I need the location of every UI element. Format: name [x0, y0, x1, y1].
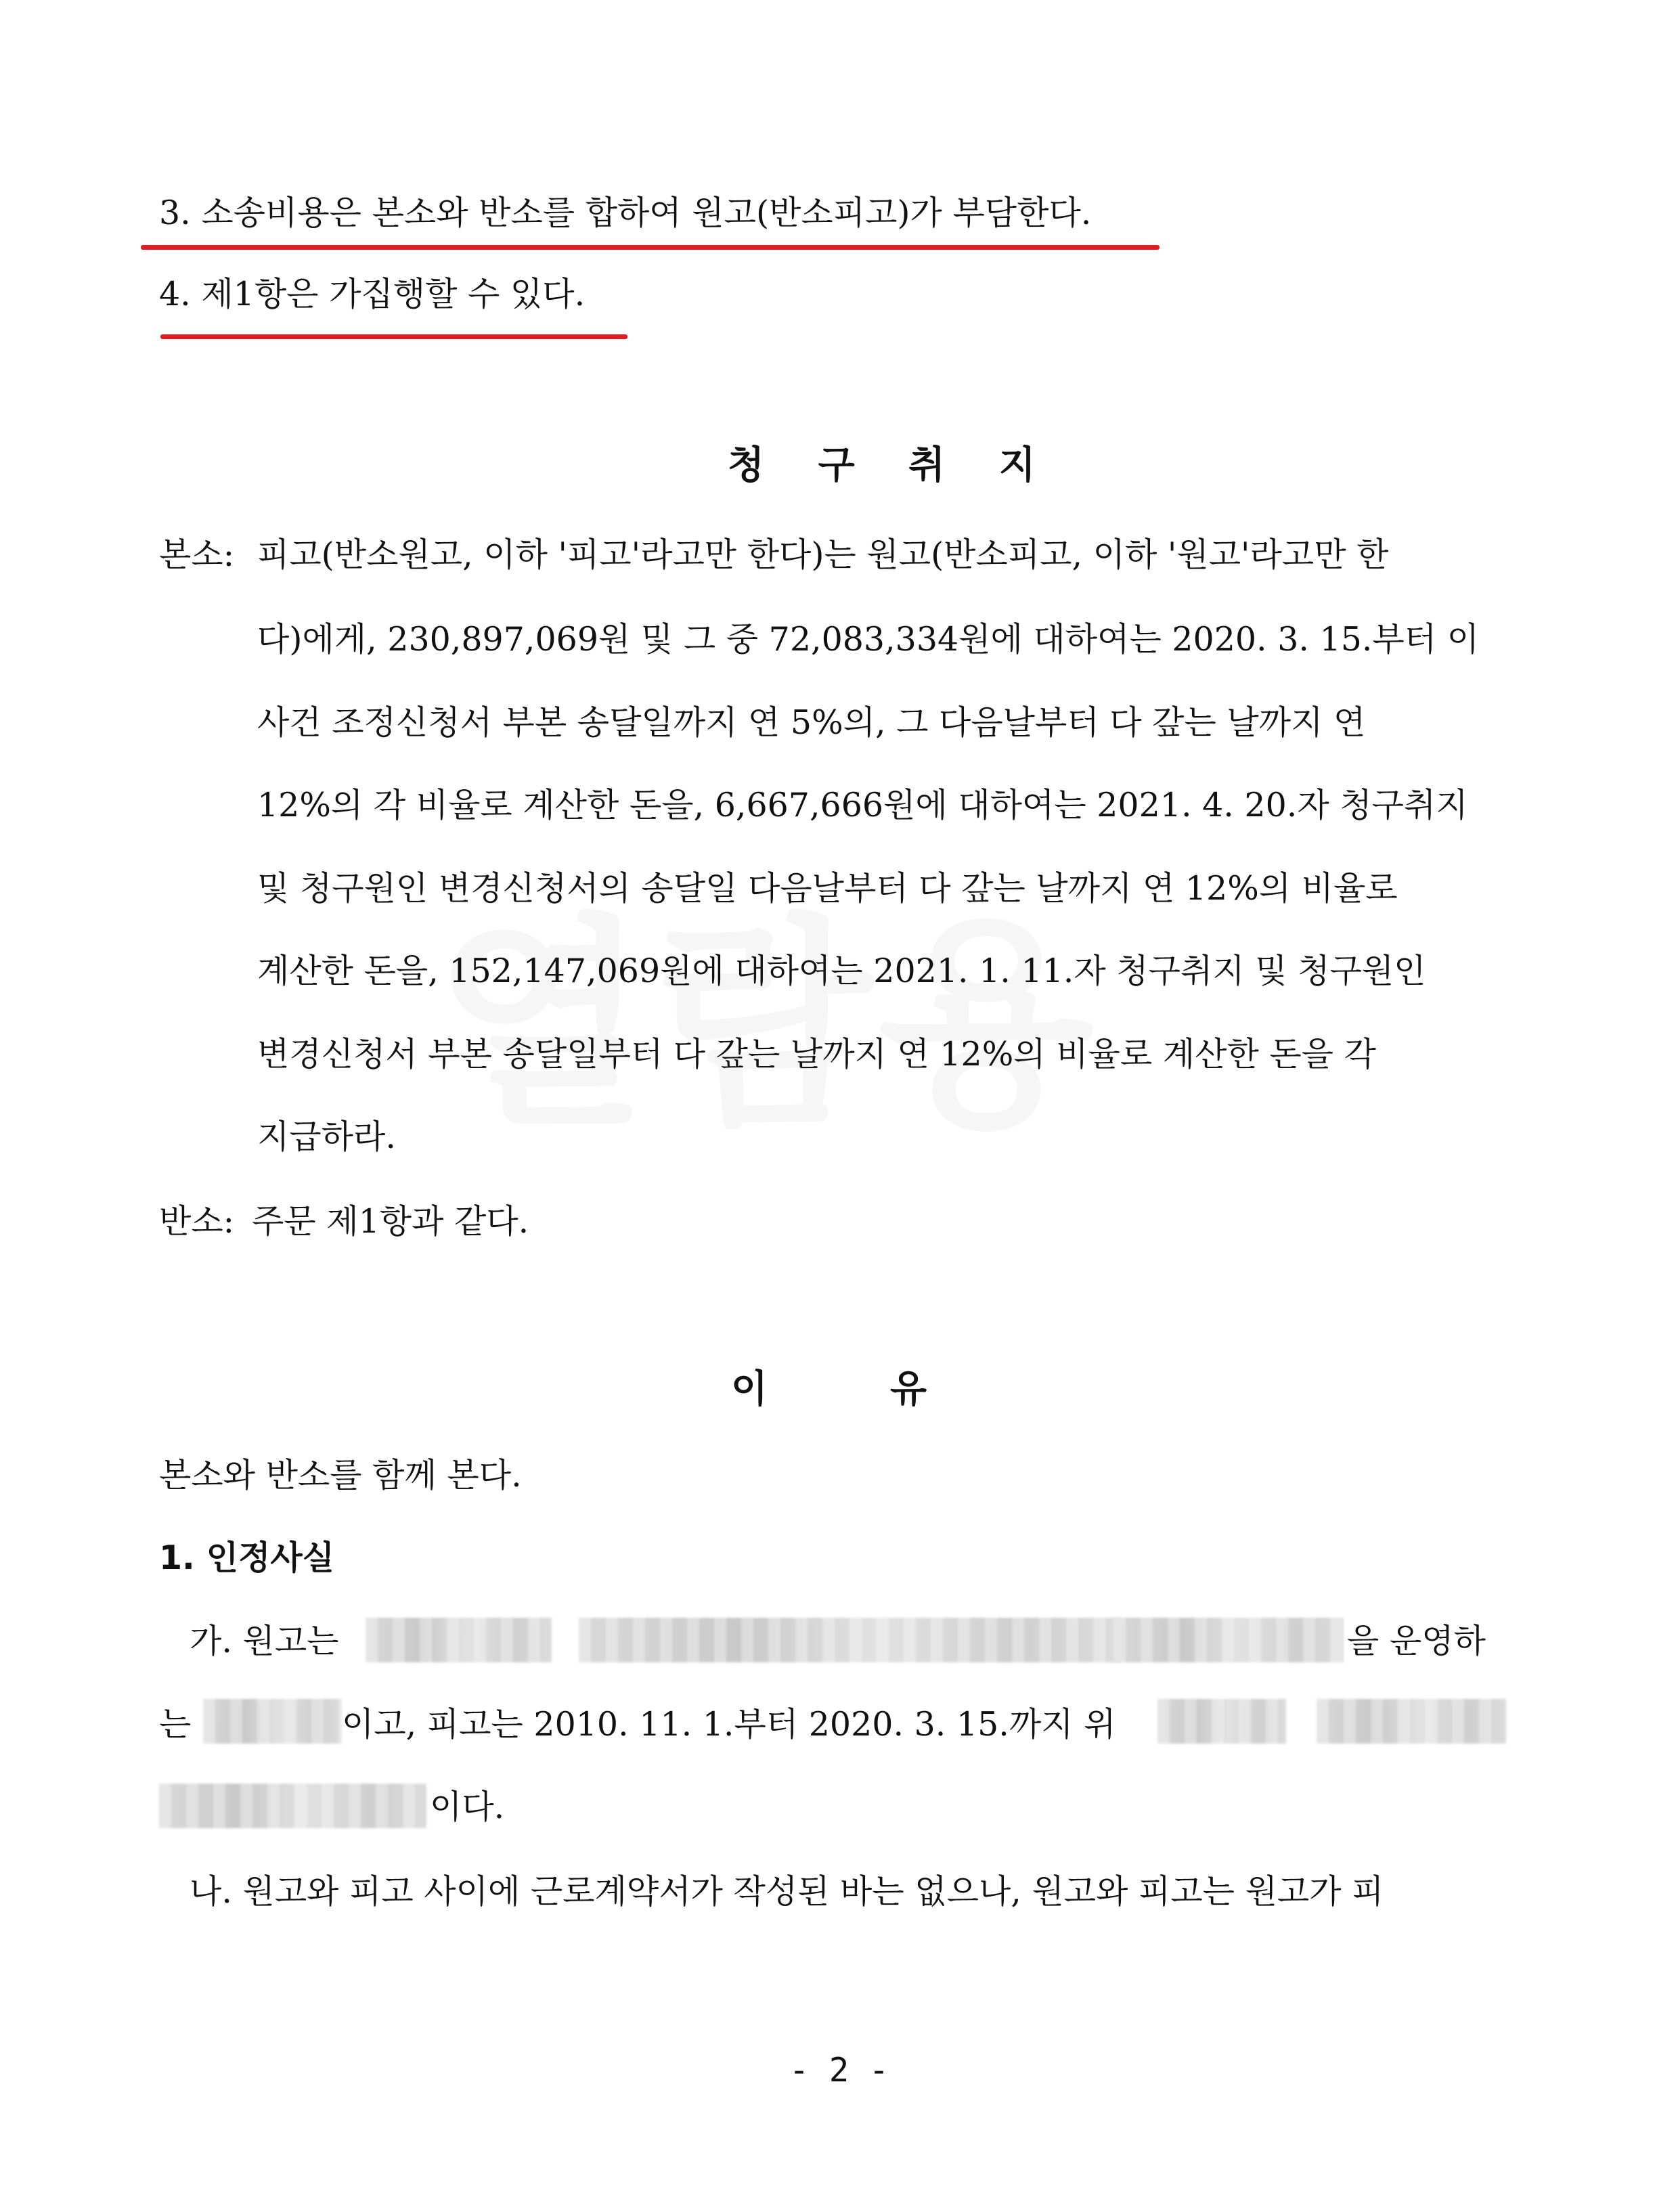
bonso-label: 본소:	[159, 535, 235, 574]
section-title-reason-left: 이	[731, 1367, 768, 1411]
banso-text: 주문 제1항과 같다.	[252, 1202, 529, 1241]
page-number: - 2 -	[789, 2051, 889, 2089]
para-ga-start: 가. 원고는	[190, 1622, 339, 1660]
text-segment: 피고(반소원고, 이하 '피고'라고만 한다)는 원고(반소피고, 이하 '원고'라고만 한	[257, 535, 1389, 574]
redacted-block	[1113, 1618, 1344, 1662]
redacted-block	[1317, 1699, 1506, 1744]
banso-label: 반소:	[159, 1202, 235, 1241]
bonso-line-5: 및 청구원인 변경신청서의 송달일 다음날부터 다 갚는 날까지 연 12%의 비율로	[257, 869, 1398, 908]
redacted-block	[579, 1618, 1120, 1662]
section-title-claim: 청 구 취 지	[728, 443, 1056, 487]
bonso-line-3: 사건 조정신청서 부본 송달일까지 연 5%의, 그 다음날부터 다 갚는 날까지 연	[257, 703, 1366, 742]
order-item-4: 4. 제1항은 가집행할 수 있다.	[159, 275, 586, 313]
reason-intro: 본소와 반소를 함께 본다.	[159, 1456, 522, 1495]
bonso-line-2: 다)에게, 230,897,069원 및 그 중 72,083,334원에 대하여는 2020. 3. 15.부터 이	[257, 620, 1480, 659]
red-underline-annotation	[141, 245, 1160, 250]
para-na: 나. 원고와 피고 사이에 근로계약서가 작성된 바는 없으나, 원고와 피고는 원고가 피	[190, 1872, 1384, 1911]
redacted-block	[366, 1618, 552, 1662]
para-ga-line3-end: 이다.	[430, 1788, 505, 1826]
para-ga-line2-mid: 이고, 피고는 2010. 11. 1.부터 2020. 3. 15.까지 위	[342, 1705, 1116, 1744]
redacted-block	[1157, 1699, 1286, 1744]
para-ga-after: 을 운영하	[1347, 1622, 1486, 1660]
redacted-block	[159, 1784, 426, 1828]
para-ga-line2-start: 는	[159, 1705, 192, 1744]
red-underline-annotation	[160, 334, 627, 339]
redacted-block	[203, 1699, 342, 1744]
bonso-line-1	[257, 535, 1496, 575]
bonso-line-8: 지급하라.	[257, 1118, 396, 1156]
sub-heading-facts: 1. 인정사실	[159, 1539, 335, 1577]
bonso-line-4: 12%의 각 비율로 계산한 돈을, 6,667,666원에 대하여는 2021. 4. 20.자 청구취지	[257, 786, 1468, 824]
bonso-line-6: 계산한 돈을, 152,147,069원에 대하여는 2021. 1. 11.자 청구취지 및 청구원인	[257, 952, 1426, 990]
section-title-reason-right: 유	[890, 1367, 927, 1411]
bonso-line-7: 변경신청서 부본 송달일부터 다 갚는 날까지 연 12%의 비율로 계산한 돈을 각	[257, 1035, 1376, 1074]
order-item-3: 3. 소송비용은 본소와 반소를 합하여 원고(반소피고)가 부담한다.	[159, 194, 1092, 232]
